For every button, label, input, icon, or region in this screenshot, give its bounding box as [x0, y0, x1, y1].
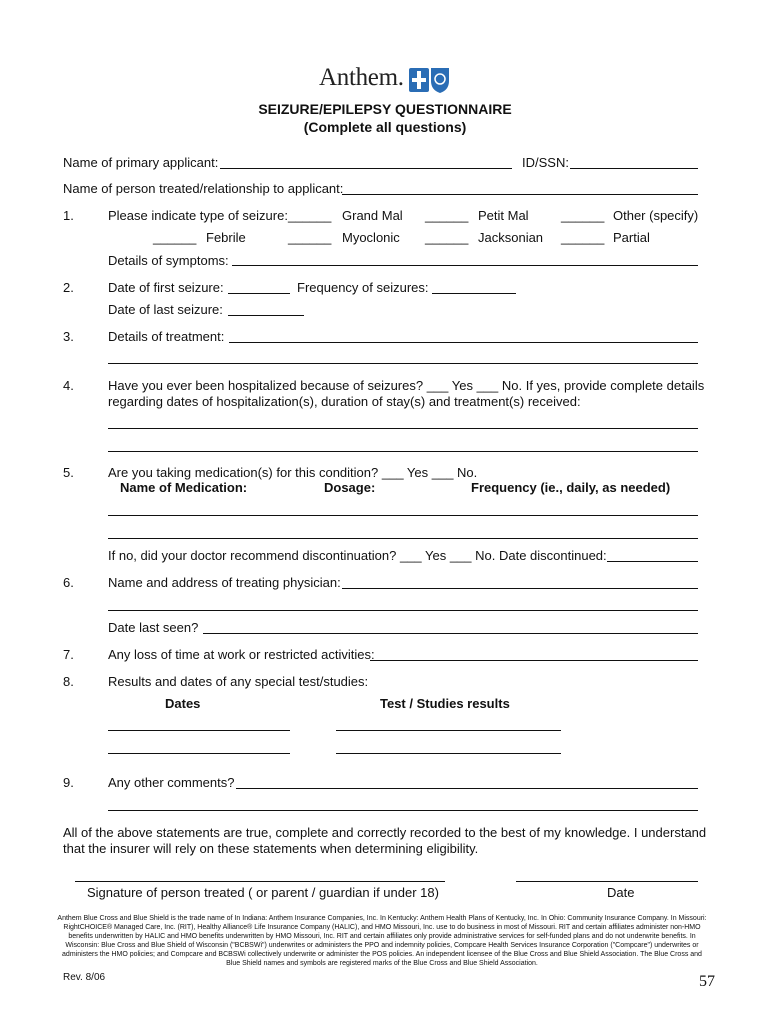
- last-seizure-label: Date of last seizure:: [108, 302, 223, 317]
- blue-cross-shield-icon: [409, 66, 451, 94]
- partial-option: Partial: [613, 230, 650, 245]
- q3-text: Details of treatment:: [108, 329, 225, 344]
- results-column-header: Test / Studies results: [380, 696, 510, 711]
- jacksonian-blank[interactable]: ______: [425, 230, 469, 245]
- date-last-seen-label: Date last seen?: [108, 620, 199, 635]
- q1-number: 1.: [63, 208, 74, 223]
- person-treated-label: Name of person treated/relationship to applicant:: [63, 181, 344, 196]
- other-option: Other (specify): [613, 208, 699, 223]
- page-number: 57: [699, 973, 715, 990]
- logo-wordmark: Anthem.: [319, 64, 404, 91]
- logo: [319, 64, 404, 92]
- frequency-field[interactable]: [432, 293, 516, 294]
- partial-blank[interactable]: ______: [561, 230, 605, 245]
- discontinuation-text: If no, did your doctor recommend discontinuation? ___ Yes ___ No. Date discontinued:: [108, 548, 607, 563]
- person-treated-field[interactable]: [342, 194, 698, 195]
- q4-text-line2: regarding dates of hospitalization(s), duration of stay(s) and treatment(s) received:: [108, 394, 581, 409]
- q7-text: Any loss of time at work or restricted activities:: [108, 647, 375, 662]
- id-ssn-label: ID/SSN:: [522, 155, 569, 170]
- date-discontinued-field[interactable]: [607, 561, 698, 562]
- date-signed-label: Date: [607, 885, 635, 900]
- test-result-field-2[interactable]: [336, 753, 561, 754]
- treatment-field-1[interactable]: [229, 342, 698, 343]
- first-seizure-field[interactable]: [228, 293, 290, 294]
- q8-text: Results and dates of any special test/studies:: [108, 674, 369, 689]
- physician-field-1[interactable]: [342, 588, 698, 589]
- grand-mal-blank[interactable]: ______: [288, 208, 332, 223]
- febrile-option: Febrile: [206, 230, 246, 245]
- medication-field-2[interactable]: [108, 538, 698, 539]
- q3-number: 3.: [63, 329, 74, 344]
- comments-field-2[interactable]: [108, 810, 698, 811]
- primary-applicant-label: Name of primary applicant:: [63, 155, 219, 170]
- test-date-field-1[interactable]: [108, 730, 290, 731]
- physician-field-2[interactable]: [108, 610, 698, 611]
- last-seizure-field[interactable]: [228, 315, 304, 316]
- treatment-field-2[interactable]: [108, 363, 698, 364]
- dosage-column-header: Dosage:: [324, 480, 376, 495]
- q8-number: 8.: [63, 674, 74, 689]
- details-symptoms-field[interactable]: [232, 265, 698, 266]
- signature-field[interactable]: [75, 881, 445, 882]
- other-blank[interactable]: ______: [561, 208, 605, 223]
- medication-field-1[interactable]: [108, 515, 698, 516]
- grand-mal-option: Grand Mal: [342, 208, 403, 223]
- test-date-field-2[interactable]: [108, 753, 290, 754]
- first-seizure-label: Date of first seizure:: [108, 280, 224, 295]
- q9-number: 9.: [63, 775, 74, 790]
- q5-text: Are you taking medication(s) for this condition? ___ Yes ___ No.: [108, 465, 478, 480]
- myoclonic-blank[interactable]: ______: [288, 230, 332, 245]
- q2-number: 2.: [63, 280, 74, 295]
- page-subtitle: (Complete all questions): [303, 119, 467, 135]
- signature-label: Signature of person treated ( or parent / guardian if under 18): [87, 885, 439, 900]
- revision-label: Rev. 8/06: [63, 972, 106, 983]
- page-title: SEIZURE/EPILEPSY QUESTIONNAIRE: [258, 101, 512, 117]
- q5-number: 5.: [63, 465, 74, 480]
- attestation-line-1: All of the above statements are true, complete and correctly recorded to the best of my knowledge. I understand: [63, 825, 707, 840]
- medication-column-header: Name of Medication:: [120, 480, 248, 495]
- q6-number: 6.: [63, 575, 74, 590]
- legal-disclaimer: Anthem Blue Cross and Blue Shield is the trade name of In Indiana: Anthem Insurance Companies, Inc. In Kentucky: Anthem Health Plans of Kentucky, Inc. In Ohio: Community Insurance Company. In Missouri: RightCHOICE® Managed Care, Inc. (RIT), Healthy Alliance® Life Insurance Company (HALIC), and HMO Missouri, Inc. use to do business in most of Missouri. RIT and certain affiliates administer non-HMO benefits underwritten by HALIC and HMO benefits underwritten by HMO Missouri, Inc. RIT and certain affiliates only provide administrative services for self-funded plans and do not underwrite benefits. In Wisconsin: Blue Cross and Blue Shield of Wisconsin ("BCBSWi") underwrites or administers the PPO and indemnity policies, Compcare Health Services Insurance Corporation ("Compcare") underwrites or administers the HMO policies; and Compcare and BCBSWi collectively underwrite or administer the POS policies. An independent licensee of the Blue Cross and Blue Shield Association. The Blue Cross and Blue Shield names and symbols are registered marks of the Blue Cross and Blue Shield Association.: [57, 915, 707, 967]
- q4-number: 4.: [63, 378, 74, 393]
- petit-mal-blank[interactable]: ______: [425, 208, 469, 223]
- comments-field-1[interactable]: [236, 788, 698, 789]
- petit-mal-option: Petit Mal: [478, 208, 529, 223]
- hospitalization-field-2[interactable]: [108, 451, 698, 452]
- q1-text: Please indicate type of seizure:: [108, 208, 288, 223]
- q6-text: Name and address of treating physician:: [108, 575, 341, 590]
- q4-text-line1: Have you ever been hospitalized because of seizures? ___ Yes ___ No. If yes, provide complete details: [108, 378, 705, 393]
- attestation-line-2: that the insurer will rely on these statements when determining eligibility.: [63, 841, 479, 856]
- q7-number: 7.: [63, 647, 74, 662]
- dates-column-header: Dates: [165, 696, 201, 711]
- loss-of-time-field[interactable]: [370, 660, 698, 661]
- details-symptoms-label: Details of symptoms:: [108, 253, 229, 268]
- id-ssn-field[interactable]: [570, 168, 698, 169]
- febrile-blank[interactable]: ______: [153, 230, 197, 245]
- date-signed-field[interactable]: [516, 881, 698, 882]
- primary-applicant-field[interactable]: [220, 168, 512, 169]
- frequency-label: Frequency of seizures:: [297, 280, 429, 295]
- frequency-column-header: Frequency (ie., daily, as needed): [471, 480, 671, 495]
- test-result-field-1[interactable]: [336, 730, 561, 731]
- hospitalization-field-1[interactable]: [108, 428, 698, 429]
- jacksonian-option: Jacksonian: [478, 230, 544, 245]
- date-last-seen-field[interactable]: [203, 633, 698, 634]
- q9-text: Any other comments?: [108, 775, 235, 790]
- myoclonic-option: Myoclonic: [342, 230, 400, 245]
